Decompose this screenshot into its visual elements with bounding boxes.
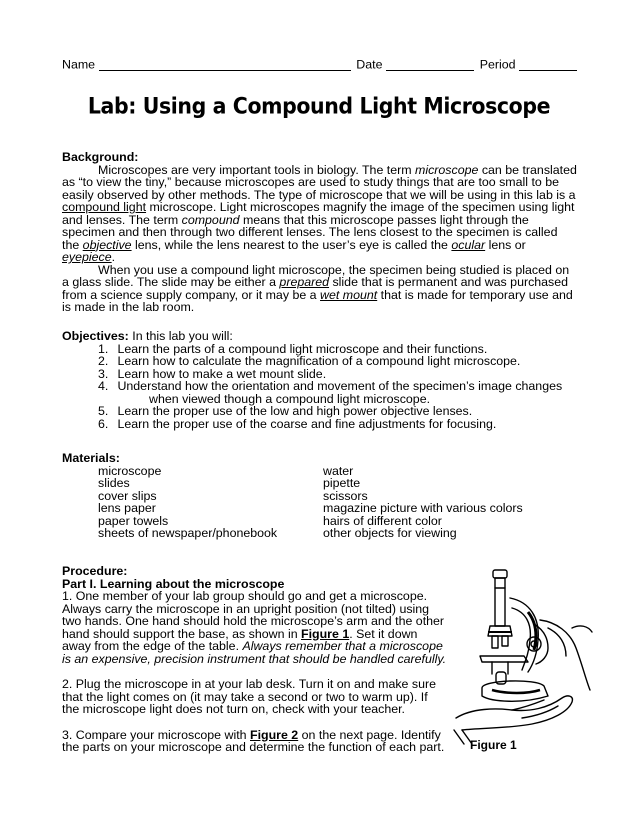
objectives-section (62, 330, 577, 430)
term-compound-light: compound light (62, 200, 147, 214)
objectives-intro: In this lab you will: (128, 329, 233, 343)
item-number: 4. (98, 379, 109, 393)
text-run: . (111, 250, 116, 264)
procedure-heading: Procedure: (62, 564, 128, 578)
material-item: cover slips (98, 488, 157, 503)
materials-row (62, 465, 577, 478)
materials-row (62, 477, 577, 490)
material-item: other objects for viewing (323, 526, 457, 540)
procedure-step-3 (62, 729, 448, 754)
materials-row (62, 502, 577, 515)
background-paragraph-2 (62, 264, 577, 314)
list-item-continuation: when viewed though a compound light microscope. (149, 391, 431, 406)
name-blank[interactable] (99, 58, 351, 71)
term-microscope: microscope (415, 162, 479, 177)
date-field[interactable] (356, 58, 474, 71)
text-run: slide that is permanent and was purchased from a science supply company, or it may be a (62, 275, 569, 302)
materials-section (62, 452, 577, 540)
material-item: pipette (323, 476, 361, 490)
material-item: hairs of different color (323, 513, 442, 528)
figure-1-caption: Figure 1 (470, 738, 517, 752)
figure-1-reference: Figure 1 (301, 626, 350, 641)
term-objective: objective (82, 237, 132, 252)
list-item (62, 380, 577, 393)
term-prepared: prepared (279, 275, 330, 289)
material-item: magazine picture with various colors (323, 501, 523, 515)
material-item: paper towels (98, 513, 169, 528)
caution-note: Always remember that a microscope is an expensive, precision instrument that should be handled carefully. (62, 639, 447, 666)
page-title: Lab: Using a Compound Light Microscope (87, 93, 551, 119)
item-text: Learn how to calculate the magnification of a compound light microscope. (117, 354, 521, 368)
material-item: scissors (323, 488, 368, 503)
materials-row (62, 527, 577, 540)
text-run: When you use a compound light microscope, the specimen being studied is placed on a glass slide. The slide may be either a (62, 262, 570, 289)
background-heading: Background: (62, 150, 139, 164)
text-run: 1. One member of your lab group should go and get a microscope. Always carry the microscope in an upright position (not tilted) using two hands. One hand should hold the microscope’s arm and the other hand should support the base, as shown in (62, 589, 445, 641)
objectives-heading: Objectives: (62, 329, 129, 343)
period-blank[interactable] (519, 58, 577, 71)
term-wet-mount: wet mount (320, 287, 378, 302)
student-info-header (62, 58, 577, 71)
text-run: . Set it down away from the edge of the table. (62, 626, 418, 653)
period-label: Period (479, 57, 516, 72)
text-run: that is made for temporary use and is made in the lab room. (62, 287, 573, 314)
material-item: slides (98, 476, 130, 490)
list-item (62, 418, 577, 431)
period-field[interactable] (480, 58, 577, 71)
microscope-carry-illustration (452, 568, 597, 748)
name-label: Name (62, 57, 96, 72)
material-item: water (323, 463, 354, 478)
item-text: Learn the proper use of the low and high power objective lenses. (117, 404, 473, 418)
item-text: Learn the parts of a compound light microscope and their functions. (117, 341, 488, 356)
item-number: 6. (98, 416, 109, 431)
text-run: 3. Compare your microscope with (62, 727, 250, 742)
text-run: on the next page. Identify the parts on your microscope and determine the function of each part. (62, 727, 445, 754)
item-number: 3. (98, 366, 109, 381)
name-field[interactable] (62, 58, 351, 71)
text-run: means that this microscope passes light through the specimen and then through two different lenses. The lens closest to the specimen is called the (62, 212, 558, 252)
text-run: Microscopes are very important tools in biology. The term (98, 162, 416, 177)
item-text: Understand how the orientation and movement of the specimen’s image changes (117, 379, 563, 393)
text-run: microscope. Light microscopes magnify the image of the specimen using light and lenses. The term (62, 200, 575, 227)
figure-2-reference: Figure 2 (250, 727, 299, 742)
procedure-section (62, 565, 448, 754)
background-section (62, 151, 577, 314)
material-item: sheets of newspaper/phonebook (98, 526, 278, 540)
term-compound: compound (181, 212, 240, 227)
item-number: 5. (98, 404, 109, 418)
material-item: lens paper (98, 501, 156, 515)
materials-heading: Materials: (62, 451, 120, 465)
item-text: Learn how to make a wet mount slide. (117, 366, 327, 381)
item-text: Learn the proper use of the coarse and fine adjustments for focusing. (117, 416, 497, 431)
text-run: can be translated as “to view the tiny,” because microscopes are used to study things that are too small to be easily observed by other methods. The type of microscope that we will be using in this lab is a (62, 162, 577, 202)
term-ocular: ocular (451, 237, 486, 252)
procedure-part-heading: Part I. Learning about the microscope (62, 576, 285, 591)
item-number: 2. (98, 354, 109, 368)
objectives-list (62, 343, 577, 431)
date-label: Date (356, 57, 383, 72)
material-item: microscope (98, 463, 162, 478)
background-paragraph-1 (62, 164, 577, 264)
term-eyepiece: eyepiece (62, 250, 112, 264)
procedure-step-2: 2. Plug the microscope in at your lab desk. Turn it on and make sure that the light comes on (it may take a second or two to warm up). If the microscope light does not turn on, check with your teacher. (62, 677, 436, 716)
procedure-step-1 (62, 590, 448, 665)
text-run: lens or (485, 237, 526, 252)
date-blank[interactable] (386, 58, 474, 71)
item-number: 1. (98, 341, 109, 356)
text-run: lens, while the lens nearest to the user’s eye is called the (131, 237, 452, 252)
